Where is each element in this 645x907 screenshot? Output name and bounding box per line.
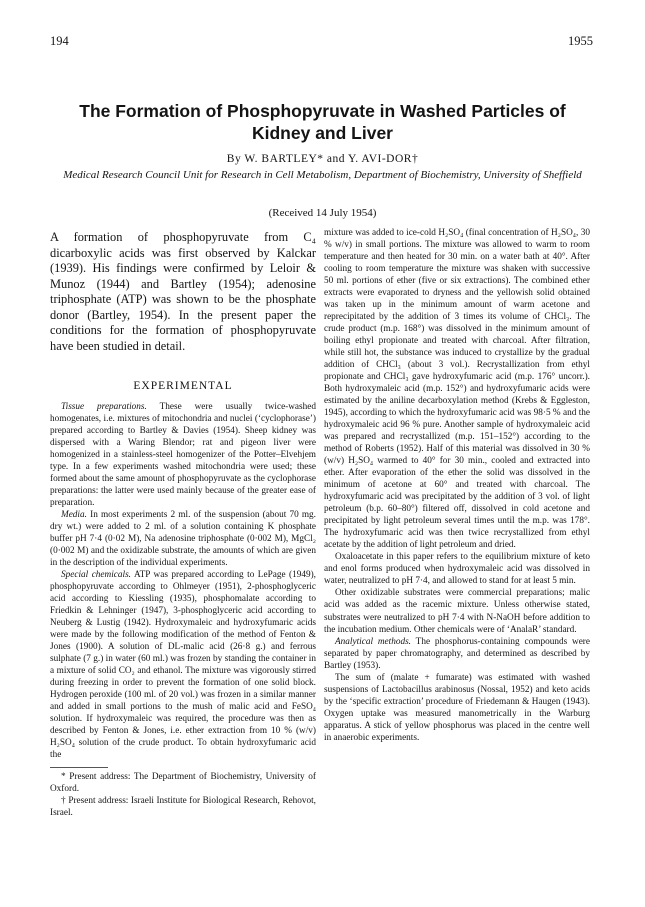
footnote-2: † Present address: Israeli Institute for Biological Research, Rehovot, Israel. <box>50 796 316 818</box>
paragraph-media <box>50 509 316 569</box>
paragraph-analytical-methods <box>324 636 590 672</box>
paragraph-text: The phosphorus-containing compounds were separated by paper chromatography, and determined as described by Bartley (1953). <box>324 636 590 671</box>
affiliation: Medical Research Council Unit for Research in Cell Metabolism, Department of Biochemistry, University of Sheffield <box>63 169 582 181</box>
left-column <box>50 230 316 820</box>
paragraph-label: Special chemicals. <box>61 570 131 581</box>
received-date: (Received 14 July 1954) <box>268 207 377 219</box>
paragraph-text: mixture was added to ice-cold H₂SO₄ (final concentration of H₂SO₄, 30 % w/v) in small portions. The mixture was allowed to warm to room temperature and then heated for 30 min. on a water bath at 40°. After cooling to room temperature the mixture was shaken with successive 50 ml. portions of ether (five or six extractions). The combined ether extracts were evaporated to dryness and the yellowish solid obtained was taken up in the minimum amount of warm acetone and reprecipitated by the addition of 3 times its volume of CHCl₃. The crude product (m.p. 168°) was dissolved in the minimum amount of boiling ethyl propionate and treated with charcoal. After filtration, while still hot, the substance was induced to crystallize by the gradual addition of CHCl₃ (about 3 vol.). Recrystallization from ethyl propionate and CHCl₃ gave hydroxyfumaric acid (m.p. 176° uncorr.). Both hydroxymaleic acid (m.p. 152°) and hydroxyfumaric acids were estimated by the aniline decarboxylation method (Krebs & Eggleston, 1945), according to which the hydroxyfumaric acid was 98·5 % and the hydroxymaleic acid 96 % pure. Another sample of hydroxymaleic acid was prepared and recrystallized (m.p. 151–152°) according to the method of Roberts (1952). Half of this material was dissolved in 30 % (w/v) H₂SO₄ warmed to 40° for 30 min., cooled and extracted into ether. After evaporation of the ether the solid was dissolved in the minimum of acetone at 60° and treated with charcoal. The hydroxyfumaric acid was precipitated by the addition of 3 vol. of light petroleum (b.p. 60–80°) filtered off, dissolved in cold acetone and precipitated by light petroleum several times until the m.p. was 178°. The hydroxyfumaric acid was then twice recrystallized from ethyl acetate by the addition of light petroleum and dried. <box>324 228 590 551</box>
paragraph-malate-fumarate <box>324 672 590 744</box>
paragraph-text: In most experiments 2 ml. of the suspension (about 70 mg. dry wt.) were added to 2 ml. of a solution containing K phosphate buffer pH 7·4 (0·02 M), Na adenosine triphosphate (0·002 M), MgCl₂ (0·002 M) and the oxidizable substrate, the amounts of which are given in the description of the individual experiments. <box>50 510 316 569</box>
paragraph-tissue-preparations <box>50 401 316 509</box>
paragraph-oxaloacetate <box>324 551 590 587</box>
paragraph-text: These were usually twice-washed homogenates, i.e. mixtures of mitochondria and nuclei (‘cyclophorase’) prepared according to Bartley & Davies (1954). Sheep kidney was dispersed with a Waring Blendor; rat and pigeon liver were homogenized in a stainless-steel homogenizer of the Potter–Elvehjem type. In a few experiments washed mitochondria were used; these formed about the same amount of phosphopyruvate as the cyclophorase preparations: the latter were used mainly because of the greater ease of preparation. <box>50 402 316 509</box>
paragraph-label: Tissue preparations. <box>61 402 147 412</box>
paragraph-other-substrates <box>324 587 590 635</box>
paragraph-text: Oxaloacetate in this paper refers to the equilibrium mixture of keto and enol forms produced when hydroxymaleic acid was dissolved in water, neutralized to pH 7·4, and allowed to stand for at least 5 min. <box>324 552 590 587</box>
page-number: 194 <box>50 34 69 48</box>
footnote-divider <box>50 767 108 768</box>
paragraph-text: The sum of (malate + fumarate) was estimated with washed suspensions of Lactobacillus arabinosus (Nossal, 1952) and keto acids by the ‘specific extraction’ procedure of Friedemann & Haugen (1943). Oxygen uptake was measured manometrically in the Warburg apparatus. A stick of yellow phosphorus was placed in the centre well in anaerobic experiments. <box>324 672 590 743</box>
paragraph-text: ATP was prepared according to LePage (1949), phosphopyruvate according to Ohlmeyer (1951), 2-phosphoglyceric acid according to Kiessling (1935), phosphomalate according to Friedkin & Lehninger (1947), 3-phosphoglyceric acid according to Neuberg & Lustig (1942). Hydroxymaleic and hydroxyfumaric acids were made by the following modification of the method of Fenton & Jones (1900). A solution of DL-malic acid (26·8 g.) and ferrous sulphate (7 g.) in water (60 ml.) was frozen by standing the container in a mixture of solid CO₂ and ethanol. The mixture was vigorously stirred during freezing in order to prevent the formation of one solid block. Hydrogen peroxide (100 ml. of 20 vol.) was frozen in a similar manner and added in small portions to the mush of malic acid and FeSO₄ solution. If hydroxymaleic was required, the procedure was then as described by Fenton & Jones, i.e. ether extraction from 10 % (w/v) H₂SO₄ solution of the crude product. To obtain hydroxyfumaric acid the <box>50 570 316 761</box>
paragraph-special-chemicals <box>50 569 316 761</box>
article-title: The Formation of Phosphopyruvate in Washed Particles of Kidney and Liver <box>79 101 566 143</box>
introduction-paragraph: A formation of phosphopyruvate from C₄ dicarboxylic acids was first observed by Kalckar (1939). His findings were confirmed by Leloir & Munoz (1944) and Bartley (1954); adenosine triphosphate (ATP) was shown to be the phosphate donor (Bartley, 1954). In the present paper the conditions for the formation of phosphopyruvate have been studied in detail. <box>50 230 316 353</box>
paragraph-continued <box>324 227 590 551</box>
section-heading-experimental: EXPERIMENTAL <box>133 380 233 392</box>
paragraph-text: Other oxidizable substrates were commercial preparations; malic acid was added as the racemic mixture. Unless otherwise stated, substrates were neutralized to pH 7·4 with N-NaOH before addition to the incubation medium. Other chemicals were of ‘AnalaR’ standard. <box>324 588 590 635</box>
authors: By W. BARTLEY* and Y. AVI-DOR† <box>226 153 419 165</box>
footnote-1: * Present address: The Department of Biochemistry, University of Oxford. <box>50 772 316 794</box>
paragraph-label: Media. <box>61 510 87 521</box>
right-column <box>324 227 590 744</box>
journal-year: 1955 <box>568 34 593 48</box>
paragraph-label: Analytical methods. <box>335 636 411 647</box>
